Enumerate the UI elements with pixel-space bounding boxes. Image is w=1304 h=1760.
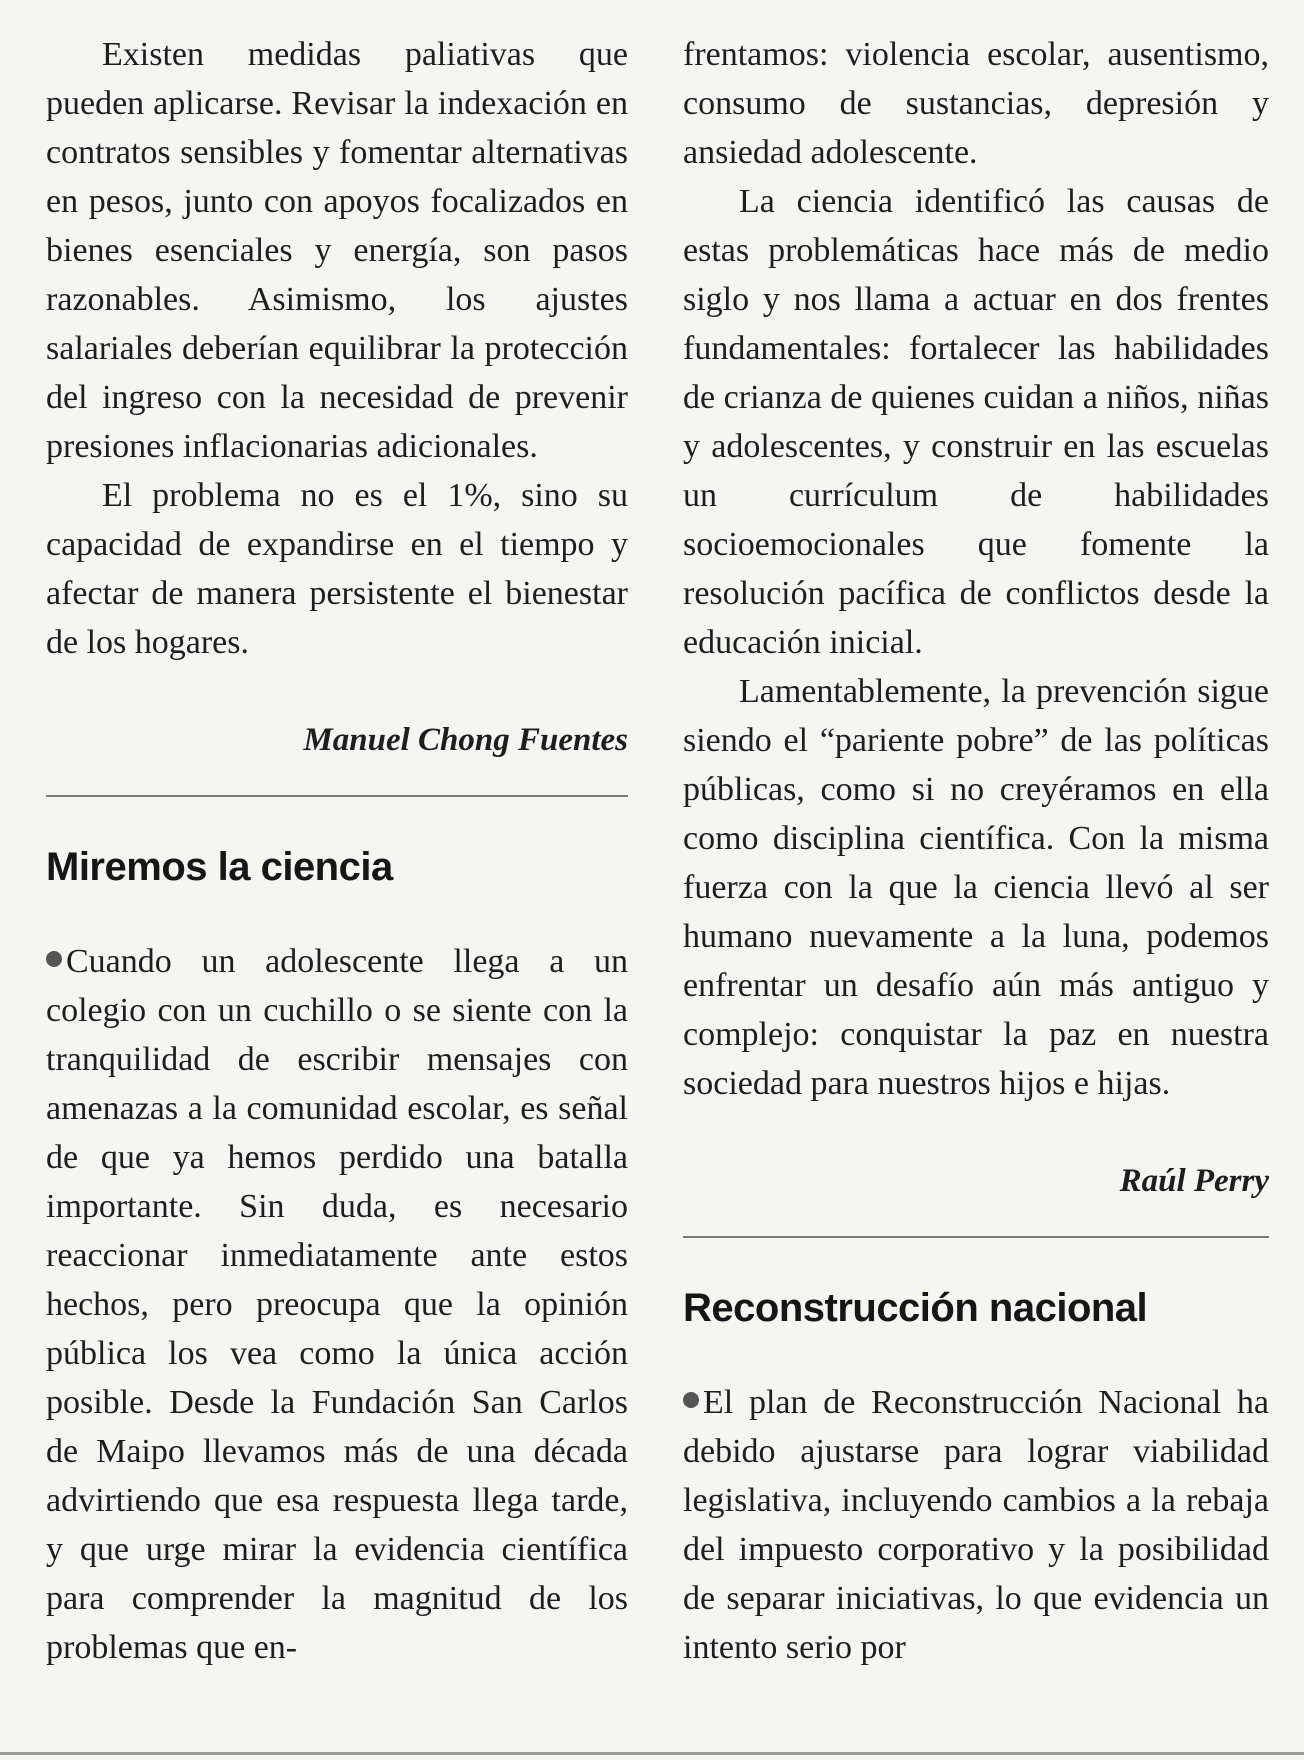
paragraph-continuation-frentamos: frentamos: violencia escolar, ausentismo, consumo de sustancias, depresión y ansiedad adolescente. (683, 36, 1269, 171)
paragraph-problem-not-1-percent: El problema no es el 1%, sino su capacidad de expandirse en el tiempo y afectar de manera persistente el bienestar de los hogares. (46, 477, 628, 661)
author-signature-perry: Raúl Perry (1119, 1163, 1269, 1199)
paragraph-prevention: Lamentablemente, la prevención sigue siendo el “pariente pobre” de las políticas públicas, como si no creyéramos en ella como disciplina científica. Con la misma fuerza con la que la ciencia llevó al ser humano nuevamente a la luna, podemos enfrentar un desafío aún más antiguo y complejo: conquistar la paz en nuestra sociedad para nuestros hijos e hijas. (683, 673, 1269, 1102)
section-divider (683, 1236, 1269, 1238)
paragraph-reconstruction-plan (683, 1378, 1269, 1672)
headline-miremos-la-ciencia: Miremos la ciencia (46, 845, 393, 889)
left-column (46, 30, 628, 1672)
paragraph-text: El plan de Reconstrucción Nacional ha debido ajustarse para lograr viabilidad legislativa, incluyendo cambios a la rebaja del impuesto corporativo y la posibilidad de separar iniciativas, lo que evidencia un intento serio por (683, 1384, 1269, 1666)
paragraph-science-causes: La ciencia identificó las causas de estas problemáticas hace más de medio siglo y nos llama a actuar en dos frentes fundamentales: fortalecer las habilidades de crianza de quienes cuidan a niños, niñas y adolescentes, y construir en las escuelas un currículum de habilidades socioemocionales que fomente la resolución pacífica de conflictos desde la educación inicial. (683, 183, 1269, 661)
bullet-icon (683, 1392, 699, 1408)
headline-reconstruccion-nacional: Reconstrucción nacional (683, 1286, 1148, 1330)
paragraph-palliative-measures: Existen medidas paliativas que pueden aplicarse. Revisar la indexación en contratos sensibles y fomentar alternativas en pesos, junto con apoyos focalizados en bienes esenciales y energía, son pasos razonables. Asimismo, los ajustes salariales deberían equilibrar la protección del ingreso con la necesidad de prevenir presiones inflacionarias adicionales. (46, 36, 628, 465)
bullet-icon (46, 951, 62, 967)
page-bottom-rule (0, 1752, 1304, 1755)
author-signature-chong: Manuel Chong Fuentes (303, 722, 628, 758)
section-divider (46, 795, 628, 797)
paragraph-adolescent-knife (46, 937, 628, 1672)
right-column (683, 30, 1269, 1672)
paragraph-text: Cuando un adolescente llega a un colegio con un cuchillo o se siente con la tranquilidad de escribir mensajes con amenazas a la comunidad escolar, es señal de que ya hemos perdido una batalla importante. Sin duda, es necesario reaccionar inmediatamente ante estos hechos, pero preocupa que la opinión pública los vea como la única acción posible. Desde la Fundación San Carlos de Maipo llevamos más de una década advirtiendo que esa respuesta llega tarde, y que urge mirar la evidencia científica para comprender la magnitud de los problemas que en- (46, 943, 628, 1666)
